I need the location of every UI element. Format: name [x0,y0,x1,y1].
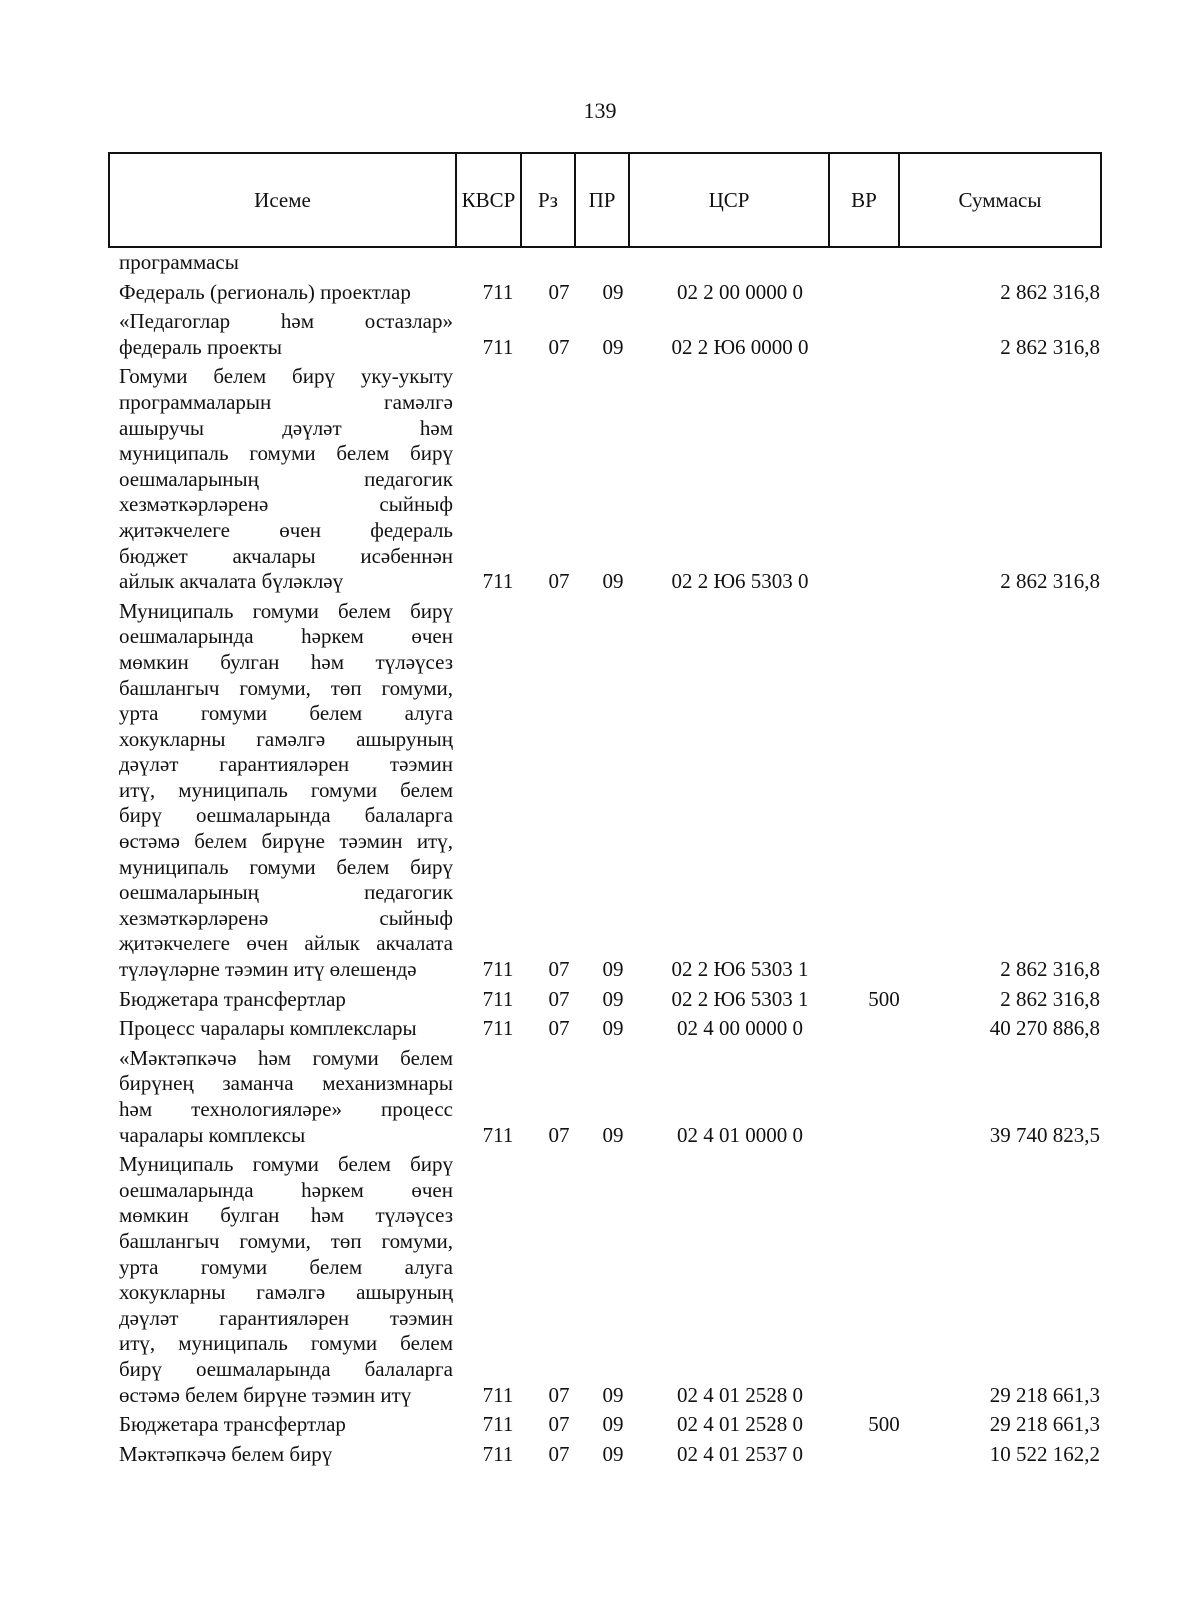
table-row [0,309,1200,360]
table-row [0,1412,1200,1438]
row-name [119,1442,453,1468]
name-line: Бюджетара трансфертлар [119,986,346,1011]
name-line: башлангыч гомуми, төп гомуми, [119,1228,453,1253]
row-name [119,1152,453,1408]
cell-pr: 09 [602,957,624,982]
name-line: дәүләт гарантияләрен тәэмин [119,752,453,777]
cell-rz: 07 [548,1122,570,1147]
name-line: оешмаларында һәркем өчен [119,1177,453,1202]
cell-kvsr: 711 [482,1382,514,1407]
cell-sum: 2 862 316,8 [1000,957,1100,982]
name-line: оешмаларында һәркем өчен [119,624,453,649]
cell-kvsr: 711 [482,957,514,982]
cell-rz: 07 [548,1382,570,1407]
name-line: мөмкин булган һәм түләүсез [119,649,453,674]
name-line: хокукларны гамәлгә ашыруның [119,1280,453,1305]
table-row [0,987,1200,1013]
row-name [119,309,453,360]
cell-vr: 500 [868,986,900,1011]
name-line: итү, муниципаль гомуми белем [119,777,453,802]
name-line: Мәктәпкәчә белем бирү [119,1441,333,1466]
column-header-csr: ЦСР [630,154,830,246]
table-body [0,250,1200,1467]
name-line: бюджет акчалары исәбеннән [119,543,453,568]
row-name [119,599,453,983]
cell-sum: 2 862 316,8 [1000,279,1100,304]
row-name [119,364,453,594]
name-line: муниципаль гомуми белем бирү [119,854,453,879]
cell-kvsr: 711 [482,986,514,1011]
cell-rz: 07 [548,957,570,982]
table-header [108,152,1102,248]
cell-sum: 29 218 661,3 [989,1382,1100,1407]
table-row [0,1152,1200,1408]
name-line: чаралары комплексы [119,1122,306,1147]
name-line: федераль проекты [119,334,282,359]
row-name [119,1016,453,1042]
cell-kvsr: 711 [482,1441,514,1466]
name-line: җитәкчелеге өчен федераль [119,517,453,542]
name-line: оешмаларының педагогик [119,880,453,905]
cell-sum: 10 522 162,2 [989,1441,1100,1466]
cell-sum: 39 740 823,5 [989,1122,1100,1147]
cell-csr: 02 2 Ю6 5303 0 [671,569,809,594]
name-line: урта гомуми белем алуга [119,701,453,726]
name-line: урта гомуми белем алуга [119,1254,453,1279]
cell-sum: 2 862 316,8 [1000,569,1100,594]
name-line: җитәкчелеге өчен айлык акчалата [119,931,453,956]
cell-pr: 09 [602,1382,624,1407]
cell-pr: 09 [602,569,624,594]
column-header-name: Исеме [110,154,457,246]
cell-pr: 09 [602,986,624,1011]
cell-rz: 07 [548,569,570,594]
column-header-vr: ВР [830,154,900,246]
name-line: Федераль (региональ) проектлар [119,279,411,304]
name-line: һәм технологияләре» процесс [119,1097,453,1121]
name-line: муниципаль гомуми белем бирү [119,441,453,466]
cell-rz: 07 [548,1016,570,1041]
name-line: Бюджетара трансфертлар [119,1412,346,1437]
cell-csr: 02 4 01 2528 0 [677,1382,803,1407]
name-line: түләүләрне тәэмин итү өлешендә [119,957,417,982]
table-row [0,1046,1200,1148]
column-header-kvsr: КВСР [457,154,522,246]
cell-rz: 07 [548,279,570,304]
cell-kvsr: 711 [482,334,514,359]
row-name [119,250,453,276]
name-line: хезмәткәрләренә сыйныф [119,905,453,930]
table-row [0,1442,1200,1468]
cell-rz: 07 [548,1441,570,1466]
cell-csr: 02 2 Ю6 5303 1 [671,986,809,1011]
name-line: Муниципаль гомуми белем бирү [119,598,453,623]
table-row [0,250,1200,276]
cell-sum: 40 270 886,8 [989,1016,1100,1041]
cell-kvsr: 711 [482,279,514,304]
cell-pr: 09 [602,1412,624,1437]
name-line: Муниципаль гомуми белем бирү [119,1152,453,1177]
name-line: программаларын гамәлгә [119,389,453,414]
cell-pr: 09 [602,1441,624,1466]
name-line: «Мәктәпкәчә һәм гомуми белем [119,1045,453,1070]
cell-csr: 02 4 01 2528 0 [677,1412,803,1437]
table-row [0,599,1200,983]
cell-pr: 09 [602,1122,624,1147]
name-line: Гомуми белем бирү уку-укыту [119,364,453,389]
cell-csr: 02 4 01 0000 0 [677,1122,803,1147]
cell-csr: 02 4 00 0000 0 [677,1016,803,1041]
cell-sum: 2 862 316,8 [1000,334,1100,359]
row-name [119,280,453,306]
name-line: ашыручы дәүләт һәм [119,415,453,440]
name-line: хезмәткәрләренә сыйныф [119,492,453,517]
cell-kvsr: 711 [482,569,514,594]
name-line: башлангыч гомуми, төп гомуми, [119,675,453,700]
cell-sum: 29 218 661,3 [989,1412,1100,1437]
cell-rz: 07 [548,986,570,1011]
name-line: бирү оешмаларында балаларга [119,803,453,828]
name-line: бирүнең заманча механизмнары [119,1071,453,1096]
table-row [0,280,1200,306]
cell-kvsr: 711 [482,1016,514,1041]
page-number: 139 [583,98,617,123]
name-line: мөмкин булган һәм түләүсез [119,1203,453,1228]
column-header-sum: Суммасы [958,187,1042,212]
cell-kvsr: 711 [482,1412,514,1437]
table-row [0,364,1200,594]
cell-vr: 500 [868,1412,900,1437]
cell-csr: 02 2 Ю6 0000 0 [671,334,809,359]
name-line: оешмаларының педагогик [119,466,453,491]
name-line: өстәмә белем бирүне тәэмин итү, [119,829,453,854]
name-line: программасы [119,250,239,274]
name-line: Процесс чаралары комплекслары [119,1016,417,1041]
cell-pr: 09 [602,1016,624,1041]
name-line: хокукларны гамәлгә ашыруның [119,726,453,751]
cell-csr: 02 2 00 0000 0 [677,279,803,304]
cell-pr: 09 [602,279,624,304]
name-line: «Педагоглар һәм остазлар» [119,309,453,334]
name-line: итү, муниципаль гомуми белем [119,1331,453,1356]
name-line: бирү оешмаларында балаларга [119,1356,453,1381]
cell-rz: 07 [548,1412,570,1437]
table-row [0,1016,1200,1042]
name-line: өстәмә белем бирүне тәэмин итү [119,1382,412,1407]
name-line: дәүләт гарантияләрен тәэмин [119,1305,453,1330]
cell-sum: 2 862 316,8 [1000,986,1100,1011]
cell-pr: 09 [602,334,624,359]
column-header-pr: ПР [576,154,630,246]
cell-csr: 02 2 Ю6 5303 1 [671,957,809,982]
cell-rz: 07 [548,334,570,359]
row-name [119,1046,453,1148]
cell-csr: 02 4 01 2537 0 [677,1441,803,1466]
row-name [119,1412,453,1438]
row-name [119,987,453,1013]
name-line: айлык акчалата бүләкләү [119,569,344,594]
column-header-rz: Рз [522,154,576,246]
cell-kvsr: 711 [482,1122,514,1147]
